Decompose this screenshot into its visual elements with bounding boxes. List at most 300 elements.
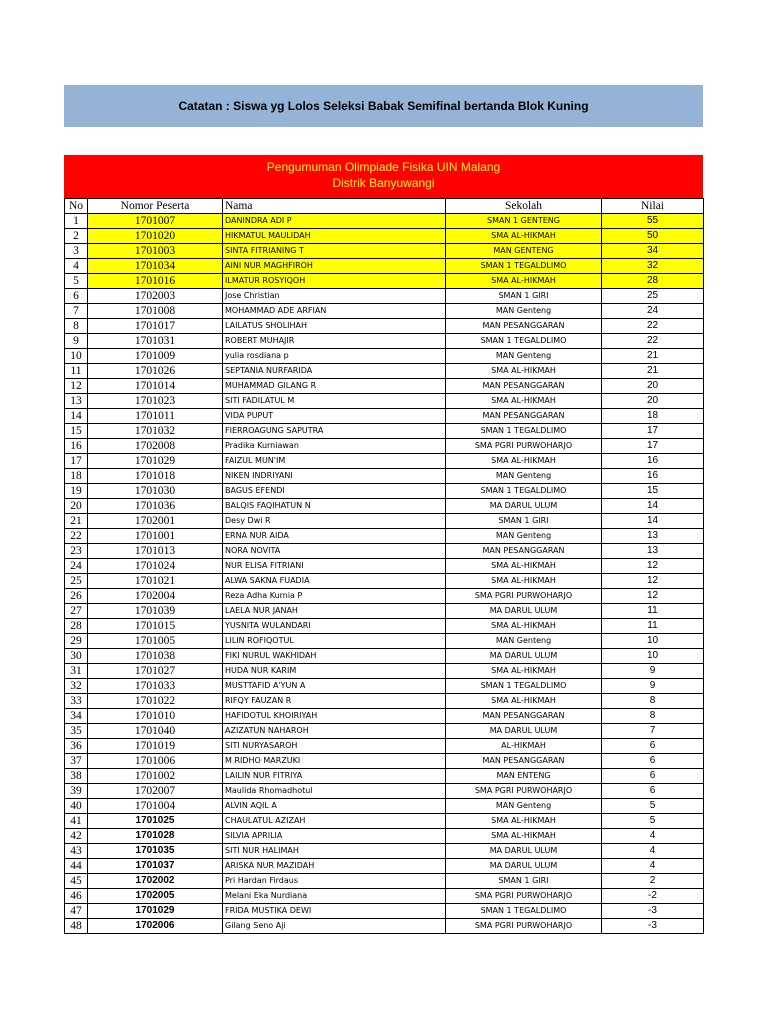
cell-nilai: -2 bbox=[602, 889, 704, 904]
cell-sekolah: SMAN 1 TEGALDLIMO bbox=[446, 904, 602, 919]
cell-nomor-peserta: 1701003 bbox=[88, 244, 223, 259]
cell-nomor-peserta: 1701004 bbox=[88, 799, 223, 814]
table-row bbox=[65, 814, 704, 829]
cell-nomor-peserta: 1701015 bbox=[88, 619, 223, 634]
cell-no: 20 bbox=[65, 499, 88, 514]
cell-no: 15 bbox=[65, 424, 88, 439]
cell-nomor-peserta: 1701034 bbox=[88, 259, 223, 274]
cell-sekolah: SMA PGRI PURWOHARJO bbox=[446, 889, 602, 904]
cell-nomor-peserta: 1701019 bbox=[88, 739, 223, 754]
cell-nilai: 24 bbox=[602, 304, 704, 319]
cell-nomor-peserta: 1701022 bbox=[88, 694, 223, 709]
cell-nilai: -3 bbox=[602, 904, 704, 919]
table-row bbox=[65, 769, 704, 784]
cell-sekolah: SMA AL-HIKMAH bbox=[446, 229, 602, 244]
table-row bbox=[65, 919, 704, 934]
cell-no: 8 bbox=[65, 319, 88, 334]
table-row bbox=[65, 574, 704, 589]
table-row bbox=[65, 499, 704, 514]
cell-sekolah: SMA PGRI PURWOHARJO bbox=[446, 784, 602, 799]
cell-no: 48 bbox=[65, 919, 88, 934]
cell-sekolah: SMA PGRI PURWOHARJO bbox=[446, 439, 602, 454]
cell-nilai: 4 bbox=[602, 829, 704, 844]
cell-nomor-peserta: 1701020 bbox=[88, 229, 223, 244]
cell-nama: SILVIA APRILIA bbox=[223, 829, 446, 844]
cell-sekolah: MAN ENTENG bbox=[446, 769, 602, 784]
cell-nama: VIDA PUPUT bbox=[223, 409, 446, 424]
cell-nilai: 13 bbox=[602, 544, 704, 559]
cell-nilai: 12 bbox=[602, 574, 704, 589]
cell-nomor-peserta: 1701026 bbox=[88, 364, 223, 379]
cell-no: 42 bbox=[65, 829, 88, 844]
table-row bbox=[65, 619, 704, 634]
cell-nilai: 12 bbox=[602, 589, 704, 604]
cell-sekolah: MA DARUL ULUM bbox=[446, 604, 602, 619]
cell-nilai: 14 bbox=[602, 514, 704, 529]
table-row bbox=[65, 799, 704, 814]
cell-nama: SINTA FITRIANING T bbox=[223, 244, 446, 259]
cell-sekolah: SMA PGRI PURWOHARJO bbox=[446, 589, 602, 604]
cell-nilai: 5 bbox=[602, 814, 704, 829]
table-row bbox=[65, 784, 704, 799]
table-row bbox=[65, 904, 704, 919]
cell-sekolah: MAN PESANGGARAN bbox=[446, 709, 602, 724]
table-row bbox=[65, 289, 704, 304]
cell-sekolah: MAN Genteng bbox=[446, 529, 602, 544]
note-text: Catatan : Siswa yg Lolos Seleksi Babak Semifinal bertanda Blok Kuning bbox=[178, 99, 589, 113]
cell-nama: ILMATUR ROSYIQOH bbox=[223, 274, 446, 289]
table-row bbox=[65, 724, 704, 739]
table-row bbox=[65, 229, 704, 244]
cell-nomor-peserta: 1702003 bbox=[88, 289, 223, 304]
table-row bbox=[65, 829, 704, 844]
table-row bbox=[65, 319, 704, 334]
cell-sekolah: MAN PESANGGARAN bbox=[446, 544, 602, 559]
cell-nama: HIKMATUL MAULIDAH bbox=[223, 229, 446, 244]
table-row bbox=[65, 664, 704, 679]
title-line-1: Pengumuman Olimpiade Fisika UIN Malang bbox=[266, 160, 501, 174]
cell-sekolah: MA DARUL ULUM bbox=[446, 649, 602, 664]
cell-nomor-peserta: 1701037 bbox=[88, 859, 223, 874]
announcement-title bbox=[64, 155, 703, 198]
cell-no: 31 bbox=[65, 664, 88, 679]
cell-no: 29 bbox=[65, 634, 88, 649]
cell-nama: HAFIDOTUL KHOIRIYAH bbox=[223, 709, 446, 724]
cell-nama: LAELA NUR JANAH bbox=[223, 604, 446, 619]
table-row bbox=[65, 439, 704, 454]
cell-nilai: 17 bbox=[602, 439, 704, 454]
table-row bbox=[65, 394, 704, 409]
table-row bbox=[65, 889, 704, 904]
cell-no: 34 bbox=[65, 709, 88, 724]
cell-sekolah: MAN GENTENG bbox=[446, 244, 602, 259]
cell-nama: Melani Eka Nurdiana bbox=[223, 889, 446, 904]
cell-no: 28 bbox=[65, 619, 88, 634]
cell-nilai: 18 bbox=[602, 409, 704, 424]
cell-nomor-peserta: 1701024 bbox=[88, 559, 223, 574]
table-row bbox=[65, 349, 704, 364]
cell-nama: ALVIN AQIL A bbox=[223, 799, 446, 814]
table-row bbox=[65, 709, 704, 724]
cell-no: 35 bbox=[65, 724, 88, 739]
cell-nomor-peserta: 1701005 bbox=[88, 634, 223, 649]
cell-no: 43 bbox=[65, 844, 88, 859]
cell-sekolah: SMAN 1 GIRI bbox=[446, 514, 602, 529]
cell-sekolah: SMA AL-HIKMAH bbox=[446, 694, 602, 709]
cell-no: 26 bbox=[65, 589, 88, 604]
table-row bbox=[65, 454, 704, 469]
cell-no: 22 bbox=[65, 529, 88, 544]
cell-nama: M RIDHO MARZUKI bbox=[223, 754, 446, 769]
cell-nama: FIKI NURUL WAKHIDAH bbox=[223, 649, 446, 664]
table-row bbox=[65, 529, 704, 544]
cell-sekolah: MA DARUL ULUM bbox=[446, 499, 602, 514]
cell-nama: ALWA SAKNA FUADIA bbox=[223, 574, 446, 589]
cell-no: 40 bbox=[65, 799, 88, 814]
cell-no: 23 bbox=[65, 544, 88, 559]
cell-sekolah: SMA AL-HIKMAH bbox=[446, 274, 602, 289]
cell-nilai: 10 bbox=[602, 634, 704, 649]
cell-nama: Desy Dwi R bbox=[223, 514, 446, 529]
cell-nilai: 16 bbox=[602, 469, 704, 484]
table-row bbox=[65, 304, 704, 319]
cell-nomor-peserta: 1701031 bbox=[88, 334, 223, 349]
table-row bbox=[65, 739, 704, 754]
cell-nama: BALQIS FAQIHATUN N bbox=[223, 499, 446, 514]
cell-nama: RIFQY FAUZAN R bbox=[223, 694, 446, 709]
cell-sekolah: MA DARUL ULUM bbox=[446, 859, 602, 874]
cell-nama: DANINDRA ADI P bbox=[223, 214, 446, 229]
cell-nama: MUHAMMAD GILANG R bbox=[223, 379, 446, 394]
cell-nama: YUSNITA WULANDARI bbox=[223, 619, 446, 634]
table-row bbox=[65, 694, 704, 709]
cell-sekolah: SMA AL-HIKMAH bbox=[446, 454, 602, 469]
cell-nilai: 4 bbox=[602, 859, 704, 874]
cell-nilai: 21 bbox=[602, 364, 704, 379]
table-row bbox=[65, 214, 704, 229]
cell-nilai: 6 bbox=[602, 769, 704, 784]
cell-nama: MUSTTAFID A'YUN A bbox=[223, 679, 446, 694]
cell-nomor-peserta: 1701017 bbox=[88, 319, 223, 334]
cell-sekolah: SMAN 1 TEGALDLIMO bbox=[446, 679, 602, 694]
cell-no: 37 bbox=[65, 754, 88, 769]
cell-sekolah: SMA AL-HIKMAH bbox=[446, 364, 602, 379]
cell-nama: Gilang Seno Aji bbox=[223, 919, 446, 934]
cell-nilai: 9 bbox=[602, 664, 704, 679]
cell-no: 27 bbox=[65, 604, 88, 619]
cell-sekolah: MAN PESANGGARAN bbox=[446, 379, 602, 394]
cell-nama: Reza Adha Kurnia P bbox=[223, 589, 446, 604]
cell-nilai: 22 bbox=[602, 319, 704, 334]
cell-nilai: 7 bbox=[602, 724, 704, 739]
cell-sekolah: SMA AL-HIKMAH bbox=[446, 619, 602, 634]
cell-nilai: 32 bbox=[602, 259, 704, 274]
cell-nama: NORA NOVITA bbox=[223, 544, 446, 559]
cell-nomor-peserta: 1701002 bbox=[88, 769, 223, 784]
cell-no: 13 bbox=[65, 394, 88, 409]
table-row bbox=[65, 364, 704, 379]
header-no: No bbox=[65, 199, 88, 214]
cell-nama: Pri Hardan Firdaus bbox=[223, 874, 446, 889]
cell-no: 11 bbox=[65, 364, 88, 379]
cell-nama: yulia rosdiana p bbox=[223, 349, 446, 364]
table-row bbox=[65, 334, 704, 349]
cell-nomor-peserta: 1701039 bbox=[88, 604, 223, 619]
cell-nilai: 2 bbox=[602, 874, 704, 889]
cell-no: 10 bbox=[65, 349, 88, 364]
cell-no: 14 bbox=[65, 409, 88, 424]
cell-nilai: 34 bbox=[602, 244, 704, 259]
cell-nomor-peserta: 1701035 bbox=[88, 844, 223, 859]
cell-nomor-peserta: 1701029 bbox=[88, 904, 223, 919]
cell-sekolah: SMAN 1 TEGALDLIMO bbox=[446, 484, 602, 499]
cell-no: 38 bbox=[65, 769, 88, 784]
cell-nomor-peserta: 1701027 bbox=[88, 664, 223, 679]
cell-sekolah: MAN Genteng bbox=[446, 349, 602, 364]
cell-sekolah: MAN PESANGGARAN bbox=[446, 319, 602, 334]
cell-nilai: 12 bbox=[602, 559, 704, 574]
table-row bbox=[65, 424, 704, 439]
cell-no: 16 bbox=[65, 439, 88, 454]
cell-nomor-peserta: 1701038 bbox=[88, 649, 223, 664]
cell-no: 32 bbox=[65, 679, 88, 694]
cell-nilai: 6 bbox=[602, 739, 704, 754]
table-row bbox=[65, 274, 704, 289]
cell-nilai: 9 bbox=[602, 679, 704, 694]
cell-nomor-peserta: 1701023 bbox=[88, 394, 223, 409]
cell-nama: AZIZATUN NAHAROH bbox=[223, 724, 446, 739]
cell-nomor-peserta: 1701008 bbox=[88, 304, 223, 319]
cell-sekolah: MA DARUL ULUM bbox=[446, 724, 602, 739]
table-row bbox=[65, 859, 704, 874]
cell-nilai: 4 bbox=[602, 844, 704, 859]
cell-nilai: 28 bbox=[602, 274, 704, 289]
cell-nilai: 5 bbox=[602, 799, 704, 814]
cell-nomor-peserta: 1702004 bbox=[88, 589, 223, 604]
cell-nilai: 14 bbox=[602, 499, 704, 514]
cell-nama: SITI NURYASAROH bbox=[223, 739, 446, 754]
cell-nomor-peserta: 1701001 bbox=[88, 529, 223, 544]
cell-nama: Jose Christian bbox=[223, 289, 446, 304]
cell-nilai: 15 bbox=[602, 484, 704, 499]
cell-sekolah: SMA AL-HIKMAH bbox=[446, 394, 602, 409]
cell-nilai: 8 bbox=[602, 694, 704, 709]
cell-nilai: 16 bbox=[602, 454, 704, 469]
cell-sekolah: MAN PESANGGARAN bbox=[446, 754, 602, 769]
cell-sekolah: MAN Genteng bbox=[446, 634, 602, 649]
table-row bbox=[65, 409, 704, 424]
cell-no: 44 bbox=[65, 859, 88, 874]
cell-no: 41 bbox=[65, 814, 88, 829]
cell-no: 7 bbox=[65, 304, 88, 319]
cell-no: 21 bbox=[65, 514, 88, 529]
table-row bbox=[65, 469, 704, 484]
cell-nama: ARISKA NUR MAZIDAH bbox=[223, 859, 446, 874]
cell-no: 3 bbox=[65, 244, 88, 259]
cell-no: 17 bbox=[65, 454, 88, 469]
note-banner bbox=[64, 85, 703, 127]
header-nilai: Nilai bbox=[602, 199, 704, 214]
table-row bbox=[65, 874, 704, 889]
table-row bbox=[65, 559, 704, 574]
cell-nomor-peserta: 1701021 bbox=[88, 574, 223, 589]
cell-nama: SITI NUR HALIMAH bbox=[223, 844, 446, 859]
cell-sekolah: MAN PESANGGARAN bbox=[446, 409, 602, 424]
cell-nomor-peserta: 1701016 bbox=[88, 274, 223, 289]
cell-no: 5 bbox=[65, 274, 88, 289]
cell-nomor-peserta: 1701011 bbox=[88, 409, 223, 424]
header-nomor-peserta: Nomor Peserta bbox=[88, 199, 223, 214]
cell-nomor-peserta: 1701030 bbox=[88, 484, 223, 499]
cell-no: 45 bbox=[65, 874, 88, 889]
cell-nama: Maulida Rhomadhotul bbox=[223, 784, 446, 799]
cell-nilai: -3 bbox=[602, 919, 704, 934]
cell-no: 33 bbox=[65, 694, 88, 709]
cell-nama: ERNA NUR AIDA bbox=[223, 529, 446, 544]
cell-sekolah: SMA AL-HIKMAH bbox=[446, 664, 602, 679]
cell-nilai: 6 bbox=[602, 784, 704, 799]
cell-nomor-peserta: 1702007 bbox=[88, 784, 223, 799]
table-row bbox=[65, 754, 704, 769]
cell-nama: NIKEN INDRIYANI bbox=[223, 469, 446, 484]
table-row bbox=[65, 544, 704, 559]
cell-nilai: 22 bbox=[602, 334, 704, 349]
cell-no: 1 bbox=[65, 214, 88, 229]
cell-nilai: 50 bbox=[602, 229, 704, 244]
cell-nomor-peserta: 1701018 bbox=[88, 469, 223, 484]
header-sekolah: Sekolah bbox=[446, 199, 602, 214]
cell-no: 30 bbox=[65, 649, 88, 664]
cell-nilai: 11 bbox=[602, 604, 704, 619]
cell-nilai: 8 bbox=[602, 709, 704, 724]
cell-nama: HUDA NUR KARIM bbox=[223, 664, 446, 679]
cell-no: 46 bbox=[65, 889, 88, 904]
cell-nomor-peserta: 1701033 bbox=[88, 679, 223, 694]
cell-nilai: 17 bbox=[602, 424, 704, 439]
cell-no: 39 bbox=[65, 784, 88, 799]
cell-sekolah: SMAN 1 TEGALDLIMO bbox=[446, 424, 602, 439]
cell-sekolah: SMA AL-HIKMAH bbox=[446, 814, 602, 829]
table-row bbox=[65, 844, 704, 859]
cell-sekolah: SMAN 1 GENTENG bbox=[446, 214, 602, 229]
cell-nilai: 55 bbox=[602, 214, 704, 229]
cell-nomor-peserta: 1701010 bbox=[88, 709, 223, 724]
cell-nilai: 21 bbox=[602, 349, 704, 364]
cell-nama: Pradika Kurniawan bbox=[223, 439, 446, 454]
cell-nomor-peserta: 1701007 bbox=[88, 214, 223, 229]
cell-nilai: 6 bbox=[602, 754, 704, 769]
cell-sekolah: SMAN 1 GIRI bbox=[446, 874, 602, 889]
cell-nama: FIERROAGUNG SAPUTRA bbox=[223, 424, 446, 439]
cell-sekolah: SMAN 1 TEGALDLIMO bbox=[446, 334, 602, 349]
cell-no: 6 bbox=[65, 289, 88, 304]
table-row bbox=[65, 379, 704, 394]
cell-no: 4 bbox=[65, 259, 88, 274]
table-row bbox=[65, 259, 704, 274]
cell-nomor-peserta: 1702008 bbox=[88, 439, 223, 454]
cell-nama: LILIN ROFIQOTUL bbox=[223, 634, 446, 649]
header-nama: Nama bbox=[223, 199, 446, 214]
table-row bbox=[65, 484, 704, 499]
table-row bbox=[65, 244, 704, 259]
cell-sekolah: SMA AL-HIKMAH bbox=[446, 829, 602, 844]
cell-nama: FRIDA MUSTIKA DEWI bbox=[223, 904, 446, 919]
cell-nilai: 13 bbox=[602, 529, 704, 544]
table-row bbox=[65, 604, 704, 619]
cell-nomor-peserta: 1701014 bbox=[88, 379, 223, 394]
cell-nama: NUR ELISA FITRIANI bbox=[223, 559, 446, 574]
cell-nilai: 10 bbox=[602, 649, 704, 664]
cell-nomor-peserta: 1701025 bbox=[88, 814, 223, 829]
cell-nilai: 20 bbox=[602, 379, 704, 394]
table-row bbox=[65, 589, 704, 604]
header-row bbox=[65, 199, 704, 214]
cell-nama: LAILIN NUR FITRIYA bbox=[223, 769, 446, 784]
cell-sekolah: SMA AL-HIKMAH bbox=[446, 559, 602, 574]
cell-no: 36 bbox=[65, 739, 88, 754]
cell-nama: ROBERT MUHAJIR bbox=[223, 334, 446, 349]
cell-sekolah: MAN Genteng bbox=[446, 304, 602, 319]
cell-no: 25 bbox=[65, 574, 88, 589]
cell-nama: AINI NUR MAGHFIROH bbox=[223, 259, 446, 274]
table-row bbox=[65, 634, 704, 649]
table-row bbox=[65, 649, 704, 664]
cell-nomor-peserta: 1701013 bbox=[88, 544, 223, 559]
cell-sekolah: SMA AL-HIKMAH bbox=[446, 574, 602, 589]
cell-nomor-peserta: 1702005 bbox=[88, 889, 223, 904]
cell-nama: SEPTANIA NURFARIDA bbox=[223, 364, 446, 379]
cell-no: 9 bbox=[65, 334, 88, 349]
cell-no: 12 bbox=[65, 379, 88, 394]
cell-nomor-peserta: 1702006 bbox=[88, 919, 223, 934]
cell-no: 2 bbox=[65, 229, 88, 244]
table-row bbox=[65, 679, 704, 694]
cell-nomor-peserta: 1701040 bbox=[88, 724, 223, 739]
cell-sekolah: SMA PGRI PURWOHARJO bbox=[446, 919, 602, 934]
cell-sekolah: SMAN 1 TEGALDLIMO bbox=[446, 259, 602, 274]
cell-nama: LAILATUS SHOLIHAH bbox=[223, 319, 446, 334]
cell-nomor-peserta: 1702002 bbox=[88, 874, 223, 889]
title-line-2: Distrik Banyuwangi bbox=[332, 176, 435, 190]
cell-nomor-peserta: 1701036 bbox=[88, 499, 223, 514]
cell-nomor-peserta: 1701032 bbox=[88, 424, 223, 439]
cell-sekolah: SMAN 1 GIRI bbox=[446, 289, 602, 304]
table-row bbox=[65, 514, 704, 529]
cell-nama: BAGUS EFENDI bbox=[223, 484, 446, 499]
cell-nama: MOHAMMAD ADE ARFIAN bbox=[223, 304, 446, 319]
cell-sekolah: MA DARUL ULUM bbox=[446, 844, 602, 859]
cell-no: 18 bbox=[65, 469, 88, 484]
cell-nomor-peserta: 1701009 bbox=[88, 349, 223, 364]
cell-nomor-peserta: 1701006 bbox=[88, 754, 223, 769]
cell-nilai: 20 bbox=[602, 394, 704, 409]
cell-no: 24 bbox=[65, 559, 88, 574]
cell-nomor-peserta: 1702001 bbox=[88, 514, 223, 529]
cell-nama: SITI FADILATUL M bbox=[223, 394, 446, 409]
cell-no: 47 bbox=[65, 904, 88, 919]
cell-sekolah: AL-HIKMAH bbox=[446, 739, 602, 754]
cell-nilai: 25 bbox=[602, 289, 704, 304]
cell-nama: CHAULATUL AZIZAH bbox=[223, 814, 446, 829]
cell-sekolah: MAN Genteng bbox=[446, 469, 602, 484]
cell-nilai: 11 bbox=[602, 619, 704, 634]
cell-nama: FAIZUL MUN'IM bbox=[223, 454, 446, 469]
cell-sekolah: MAN Genteng bbox=[446, 799, 602, 814]
cell-nomor-peserta: 1701029 bbox=[88, 454, 223, 469]
results-table bbox=[64, 198, 704, 934]
cell-no: 19 bbox=[65, 484, 88, 499]
cell-nomor-peserta: 1701028 bbox=[88, 829, 223, 844]
